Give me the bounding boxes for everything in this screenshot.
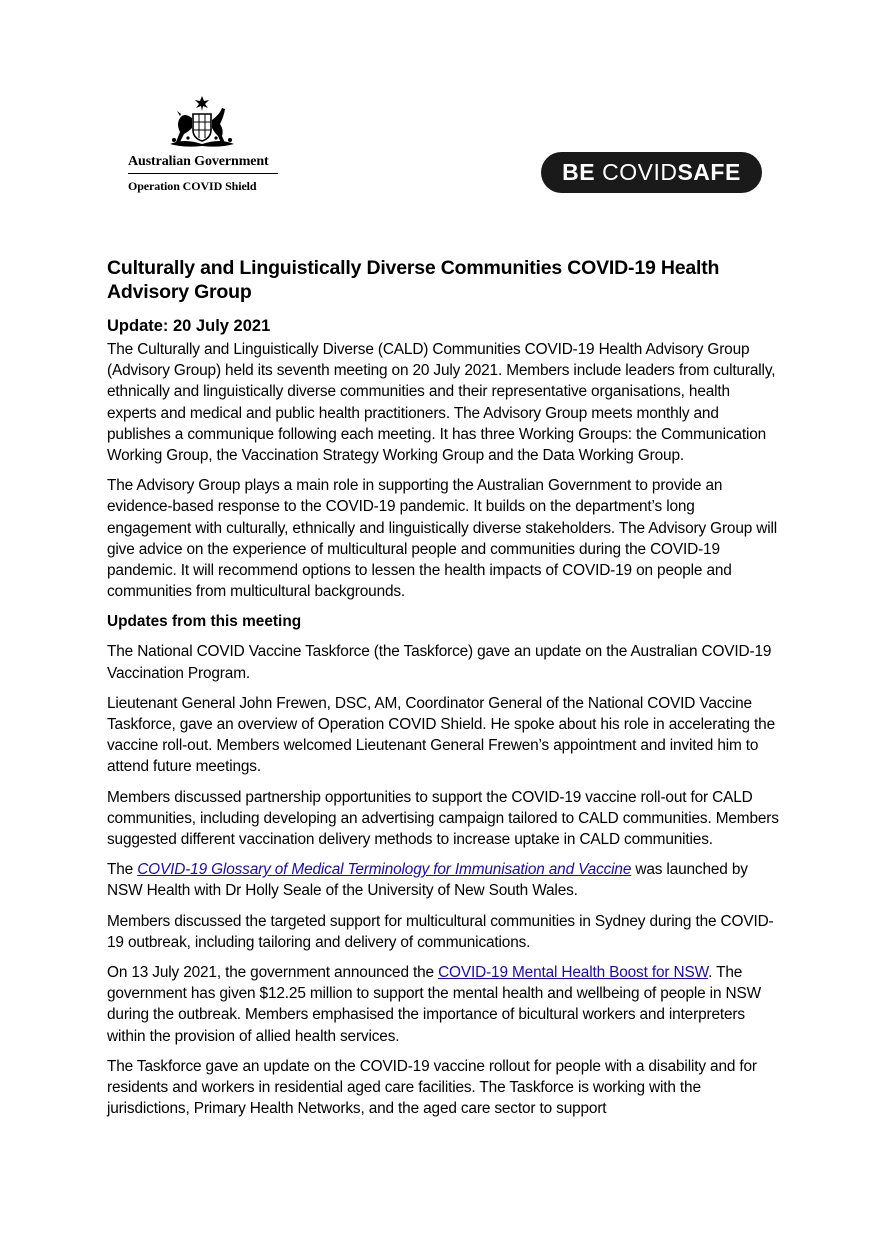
coat-of-arms-icon — [164, 94, 240, 150]
badge-text-be: BE — [562, 159, 596, 185]
updates-subheading: Updates from this meeting — [107, 613, 302, 631]
document-title: Culturally and Linguistically Diverse Communities COVID-19 Health Advisory Group — [107, 257, 720, 303]
paragraph-frewen: Lieutenant General John Frewen, DSC, AM, Coordinator General of the National COVID Vaccine Taskforce, gave an overview of Operation COVID Shield. He spoke about his role in accelerating the vaccine roll-out. Members welcomed Lieutenant General Frewen’s appointment and invited him to attend future meetings. — [107, 694, 775, 776]
document-body — [107, 256, 782, 1120]
mental-health-boost-link[interactable]: COVID-19 Mental Health Boost for NSW — [438, 964, 709, 982]
government-logo — [128, 94, 288, 194]
be-covidsafe-badge — [541, 152, 762, 193]
mental-health-text-pre: On 13 July 2021, the government announced the — [107, 964, 439, 982]
paragraph-role: The Advisory Group plays a main role in supporting the Australian Government to provide an evidence-based response to the COVID-19 pandemic. It builds on the department’s long engagement with culturally, ethnically and linguistically diverse stakeholders. The Advisory Group will give advice on the experience of multicultural people and communities during the COVID-19 pandemic. It will recommend options to lessen the health impacts of COVID-19 on people and communities from multicultural backgrounds. — [107, 477, 778, 601]
paragraph-sydney-support: Members discussed the targeted support for multicultural communities in Sydney during the COVID-19 outbreak, including tailoring and delivery of communications. — [107, 912, 774, 951]
paragraph-mental-health — [107, 962, 782, 1047]
paragraph-glossary — [107, 859, 782, 901]
glossary-link[interactable]: COVID-19 Glossary of Medical Terminology for Immunisation and Vaccine — [137, 861, 632, 879]
mental-health-text-post: . The government has given $12.25 million to support the mental health and wellbeing of people in NSW during the outbreak. Members emphasised the importance of bicultural workers and interpreters within the provision of allied health services. — [107, 964, 761, 1045]
paragraph-partnerships: Members discussed partnership opportunities to support the COVID-19 vaccine roll-out for CALD communities, including developing an advertising campaign tailored to CALD communities. Members suggested different vaccination delivery methods to increase uptake in CALD communities. — [107, 788, 779, 849]
glossary-text-post: was launched by NSW Health with Dr Holly Seale of the University of New South Wales. — [107, 861, 748, 900]
paragraph-taskforce-update: The National COVID Vaccine Taskforce (the Taskforce) gave an update on the Australian COVID-19 Vaccination Program. — [107, 643, 772, 682]
government-name: Australian Government — [128, 154, 278, 174]
paragraph-intro: The Culturally and Linguistically Diverse (CALD) Communities COVID-19 Health Advisory Group (Advisory Group) held its seventh meeting on 20 July 2021. Members include leaders from culturally, ethnically and linguistically diverse communities and their representative organisations, health experts and medical and public health practitioners. The Advisory Group meets monthly and publishes a communique following each meeting. It has three Working Groups: the Communication Working Group, the Vaccination Strategy Working Group and the Data Working Group. — [107, 341, 776, 465]
badge-text-covid: COVID — [602, 159, 678, 185]
update-date-heading: Update: 20 July 2021 — [107, 317, 271, 335]
paragraph-disability-aged-care: The Taskforce gave an update on the COVID-19 vaccine rollout for people with a disability and for residents and workers in residential aged care facilities. The Taskforce is working with the jurisdictions, Primary Health Networks, and the aged care sector to support — [107, 1057, 757, 1118]
badge-text-safe: SAFE — [677, 159, 741, 185]
operation-name: Operation COVID Shield — [128, 179, 257, 193]
glossary-text-pre: The — [107, 861, 138, 879]
